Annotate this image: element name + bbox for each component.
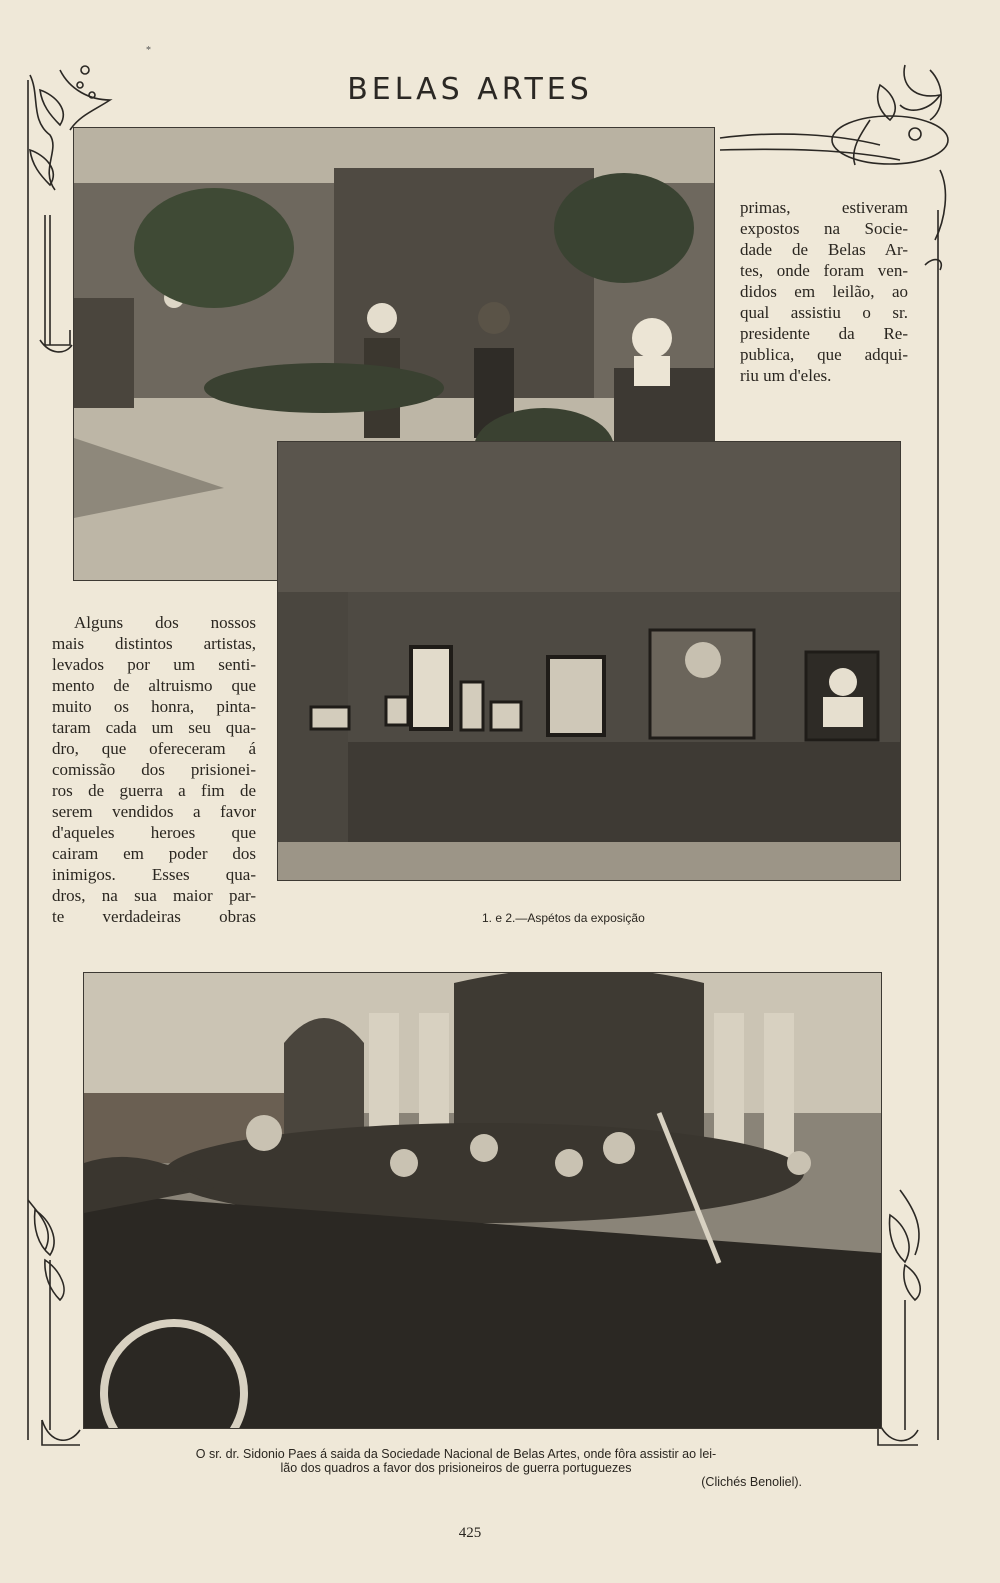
text-line: dro, que ofereceram á xyxy=(52,739,256,758)
text-line: qual assistiu o sr. xyxy=(740,303,908,322)
caption-line: lão dos quadros a favor dos prisioneiros de guerra portuguezes xyxy=(280,1461,632,1475)
ornament-mark: * xyxy=(146,45,151,56)
exhibition-caption: 1. e 2.—Aspétos da exposição xyxy=(482,911,645,925)
photo-credit: (Clichés Benoliel). xyxy=(701,1475,802,1489)
text-line: dros, na sua maior par- xyxy=(52,886,256,905)
text-line: primas, estiveram xyxy=(740,198,908,217)
text-line: d'aqueles heroes que xyxy=(52,823,256,842)
left-column-text xyxy=(52,612,256,927)
text-line: dade de Belas Ar- xyxy=(740,240,908,259)
text-line: mento de altruismo que xyxy=(52,676,256,695)
text-line: levados por um senti- xyxy=(52,655,256,674)
text-line: didos em leilão, ao xyxy=(740,282,908,301)
text-line: taram cada um seu qua- xyxy=(52,718,256,737)
photo-exhibition-paintings xyxy=(277,441,901,881)
text-line: tes, onde foram ven- xyxy=(740,261,908,280)
text-line: cairam em poder dos xyxy=(52,844,256,863)
text-line: ros de guerra a fim de xyxy=(52,781,256,800)
right-column-text xyxy=(740,197,908,386)
page-number: 425 xyxy=(458,1525,482,1541)
painting-wall-image xyxy=(278,442,900,880)
text-line: mais distintos artistas, xyxy=(52,634,256,653)
text-line: comissão dos prisionei- xyxy=(52,760,256,779)
text-line: serem vendidos a favor xyxy=(52,802,256,821)
text-line: muito os honra, pinta- xyxy=(52,697,256,716)
text-line: te verdadeiras obras xyxy=(52,907,256,926)
text-line: publica, que adqui- xyxy=(740,345,908,364)
photo-sidonio-paes-departure xyxy=(83,972,882,1429)
car-departure-image xyxy=(84,973,881,1428)
page-title: BELAS ARTES xyxy=(347,72,593,108)
caption-line: O sr. dr. Sidonio Paes á saida da Sociedade Nacional de Belas Artes, onde fôra assistir ao lei- xyxy=(195,1447,717,1461)
text-line: expostos na Socie- xyxy=(740,219,908,238)
text-line: riu um d'eles. xyxy=(740,366,832,385)
text-line: Alguns dos nossos xyxy=(74,613,256,632)
photo-caption xyxy=(96,1447,816,1489)
text-line: inimigos. Esses qua- xyxy=(52,865,256,884)
text-line: presidente da Re- xyxy=(740,324,908,343)
